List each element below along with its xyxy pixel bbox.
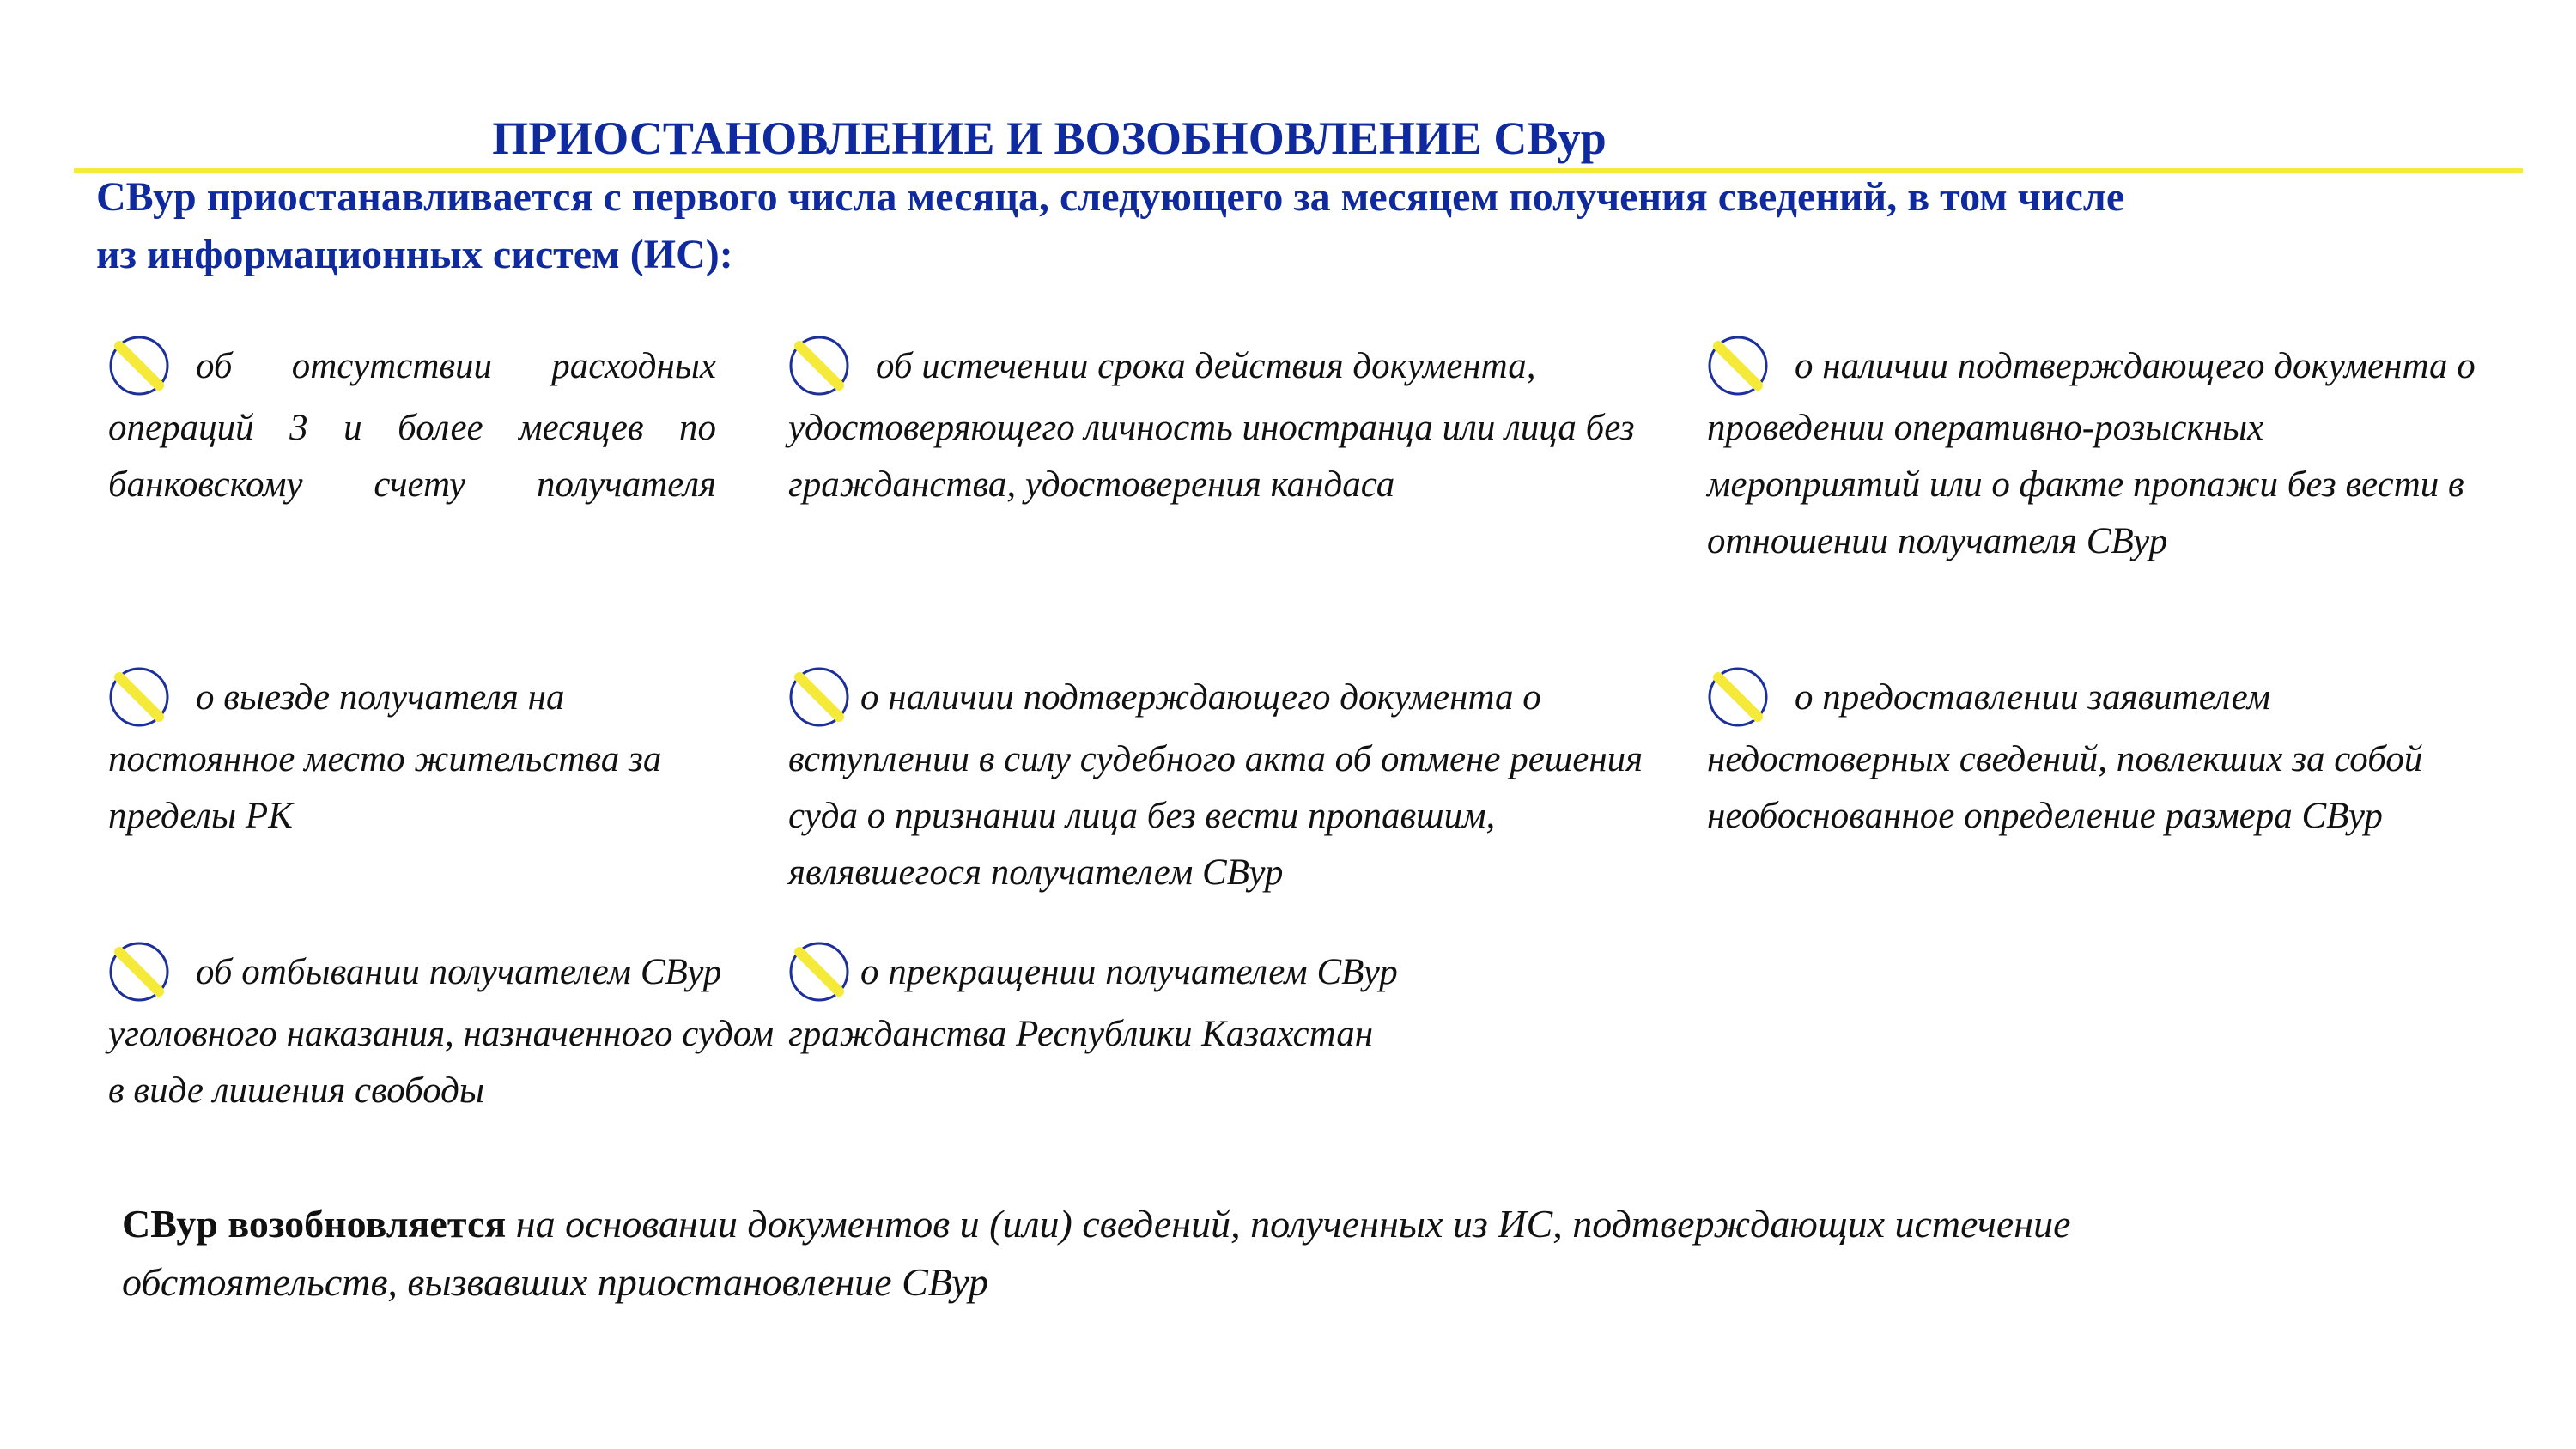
slide-title: ПРИОСТАНОВЛЕНИЕ И ВОЗОБНОВЛЕНИЕ СВур: [492, 112, 1607, 164]
intro-line-2: из информационных систем (ИС):: [96, 232, 733, 277]
suspension-reason-1: [108, 338, 716, 513]
prohibition-icon: [1707, 335, 1769, 397]
resumption-details: на основании документов и (или) сведений, полученных из ИС, подтверждающих истечение обстоятельств, вызвавших приостановление СВур: [122, 1202, 2071, 1304]
suspension-reason-text: о наличии подтверждающего документа о вступлении в силу судебного акта об отмене решения суда о признании лица без вести пропавшим, являвшегося получателем СВур: [788, 677, 1643, 894]
prohibition-icon: [788, 941, 850, 1003]
resumption-lead: СВур возобновляется: [122, 1202, 507, 1246]
intro-text: [96, 168, 2569, 283]
prohibition-icon: [788, 666, 850, 728]
suspension-reason-3: [1707, 338, 2480, 570]
suspension-reason-7: [108, 944, 778, 1119]
suspension-reason-5: [788, 670, 1647, 901]
prohibition-icon: [108, 335, 170, 397]
suspension-reason-8: [788, 944, 1561, 1063]
intro-line-1: СВур приостанавливается с первого числа месяца, следующего за месяцем получения сведений, в том числе: [96, 174, 2125, 220]
suspension-reason-text: о наличии подтверждающего документа о проведении оперативно-розыскных мероприятий или о факте пропажи без вести в отношении получателя СВур: [1707, 346, 2476, 562]
prohibition-icon: [108, 666, 170, 728]
prohibition-icon: [1707, 666, 1769, 728]
suspension-reason-text: об отсутствии расходных операций 3 и более месяцев по банковскому счету получателя: [108, 346, 716, 506]
suspension-reason-2: [788, 338, 1656, 513]
suspension-reason-text: об отбывании получателем СВур уголовного наказания, назначенного судом в виде лишения свободы: [108, 952, 775, 1112]
suspension-reason-text: о выезде получателя на постоянное место жительства за пределы РК: [108, 677, 662, 837]
prohibition-icon: [108, 941, 170, 1003]
suspension-reason-text: о прекращении получателем СВур гражданства Республики Казахстан: [788, 952, 1398, 1055]
prohibition-icon: [788, 335, 850, 397]
suspension-reason-text: об истечении срока действия документа, удостоверяющего личность иностранца или лица без гражданства, удостоверения кандаса: [788, 346, 1635, 506]
suspension-reason-6: [1707, 670, 2488, 845]
resumption-statement: [122, 1195, 2354, 1312]
suspension-reason-4: [108, 670, 744, 845]
suspension-reason-text: о предоставлении заявителем недостоверных сведений, повлекших за собой необоснованное определение размера СВур: [1707, 677, 2423, 837]
